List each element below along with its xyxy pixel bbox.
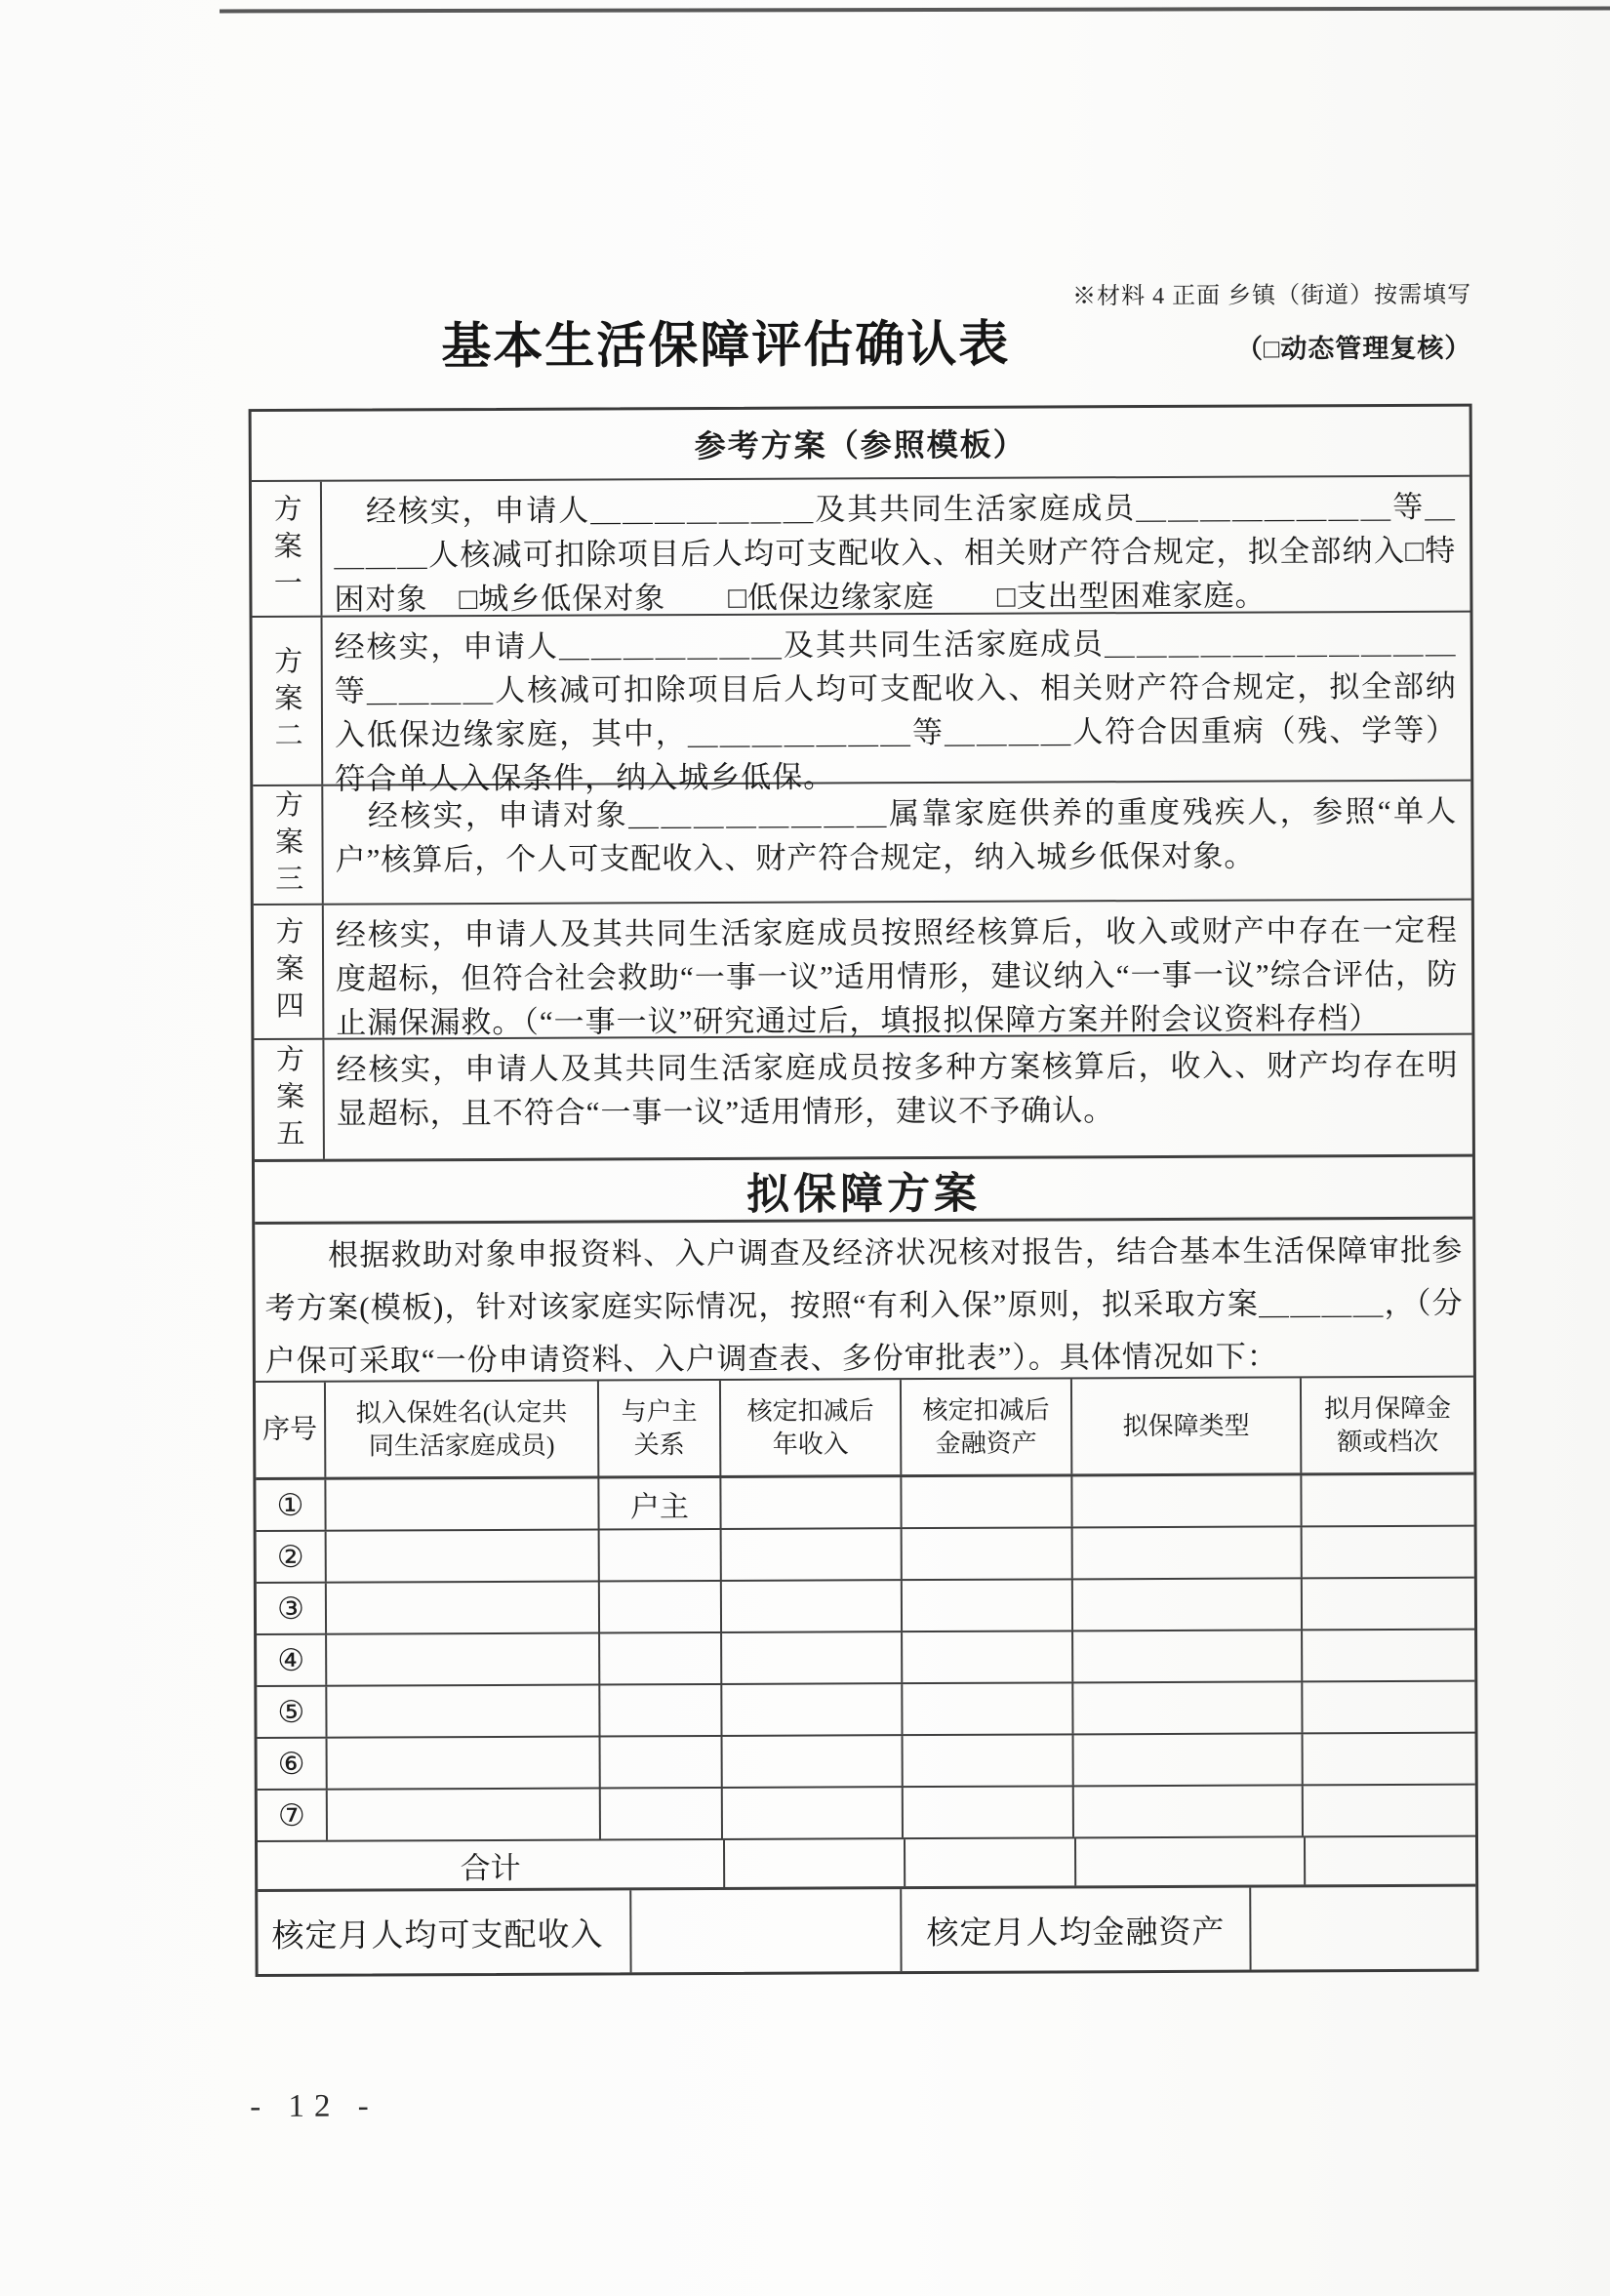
row-2-name [327,1531,600,1582]
plan-2-text: 经核实，申请人＿＿＿＿＿＿＿及其共同生活家庭成员＿＿＿＿＿＿＿＿＿＿＿等＿＿＿＿人核减可扣除项目后人均可支配收入、相关财产符合规定，拟全部纳入低保边缘家庭，其中，＿＿＿＿＿＿＿等＿＿＿＿人符合因重病（残、学等）符合单人入保条件，纳入城乡低保。 [334,624,1458,796]
material-note: ※材料 4 正面 乡镇（街道）按需填写 [1072,282,1472,310]
row-4-type [1073,1631,1303,1681]
row-5-assets [903,1683,1073,1734]
row-6-relation [601,1737,723,1788]
member-row-3 [257,1579,1474,1635]
row-6-type [1074,1734,1304,1785]
row-1-type [1072,1475,1302,1526]
plan-4-label [254,906,325,1038]
row-7-amount [1304,1786,1475,1836]
total-assets [906,1838,1076,1886]
row-1-name [326,1479,599,1530]
total-label: 合计 [258,1840,725,1889]
total-type [1076,1837,1306,1885]
plan-4-label-text: 方案四 [271,915,303,1027]
col-header-name: 拟入保姓名(认定共 同生活家庭成员) [326,1382,599,1477]
per-capita-row [258,1887,1475,1974]
plan-3-label-text: 方案三 [270,788,303,901]
member-row-6 [258,1734,1475,1791]
monthly-income-label: 核定月人均可支配收入 [258,1890,631,1974]
row-1-amount [1302,1475,1473,1526]
row-2-relation [600,1530,722,1581]
row-5-no: ⑤ [257,1687,327,1737]
row-1-no: ① [256,1480,326,1530]
assessment-form-table [249,404,1479,1977]
plan-1-label-text: 方案一 [269,493,302,605]
plan-row-5 [254,1035,1472,1162]
dynamic-review-checkbox-label: （□动态管理复核） [1235,333,1472,364]
plan-1-label [252,482,323,616]
plan-5-label-text: 方案五 [271,1043,304,1155]
row-3-relation [600,1582,722,1632]
row-6-amount [1304,1734,1475,1785]
member-row-5 [257,1682,1474,1739]
col-header-relation: 与户主 关系 [599,1381,721,1476]
row-7-name [328,1790,601,1840]
total-income [725,1839,906,1887]
row-6-income [723,1736,904,1787]
row-2-assets [903,1528,1073,1579]
member-table-header [256,1378,1473,1480]
plan-4-text: 经核实，申请人及其共同生活家庭成员按照经核算后，收入或财产中存在一定程度超标，但符合社会救助“一事一议”适用情形，建议纳入“一事一议”综合评估，防止漏保漏救。（“一事一议”研究通过后，填报拟保障方案并附会议资料存档） [335,912,1459,1040]
row-7-income [723,1788,904,1838]
plan-1-text: 经核实，申请人＿＿＿＿＿＿＿及其共同生活家庭成员＿＿＿＿＿＿＿＿等＿＿＿＿人核减可扣除项目后人均可支配收入、相关财产符合规定，拟全部纳入□特困对象 □城乡低保对象 □低保边缘家庭 □支出型困难家庭。 [333,489,1457,617]
row-4-income [722,1632,903,1683]
row-5-income [722,1684,903,1735]
row-1-assets [902,1476,1072,1527]
row-2-amount [1303,1527,1474,1578]
row-7-relation [601,1789,723,1839]
plan-3-text: 经核实，申请对象＿＿＿＿＿＿＿＿属靠家庭供养的重度残疾人，参照“单人户”核算后，个人可支配收入、财产符合规定，纳入城乡低保对象。 [335,793,1458,877]
member-row-2 [257,1527,1474,1584]
row-1-relation: 户主 [599,1478,721,1529]
row-4-amount [1303,1631,1474,1681]
row-7-assets [904,1787,1074,1837]
total-row [258,1837,1475,1892]
row-3-no: ③ [257,1584,327,1633]
row-6-name [328,1738,601,1789]
row-7-type [1074,1786,1304,1836]
row-3-assets [903,1580,1073,1631]
row-2-type [1073,1527,1303,1578]
reference-plans-header: 参考方案（参照模板） [252,407,1469,482]
member-row-1 [256,1475,1473,1532]
member-row-4 [257,1631,1474,1687]
monthly-income-value [631,1889,902,1972]
col-header-amount: 拟月保障金 额或档次 [1323,1393,1452,1456]
row-5-relation [600,1685,722,1736]
row-2-no: ② [257,1532,327,1582]
row-4-relation [600,1633,722,1684]
col-header-assets: 核定扣减后 金融资产 [902,1379,1072,1474]
row-3-amount [1303,1579,1474,1630]
row-5-type [1073,1682,1303,1733]
page-number: - 12 - [250,2088,379,2125]
row-6-no: ⑥ [258,1739,328,1789]
monthly-assets-label: 核定月人均金融资产 [902,1888,1251,1972]
title-row [248,316,1471,377]
plan-row-3 [253,782,1471,906]
proposed-plan-intro-row [255,1220,1473,1383]
col-header-type: 拟保障类型 [1072,1378,1302,1473]
col-header-no: 序号 [256,1383,326,1477]
member-row-7 [258,1786,1475,1842]
row-4-assets [903,1631,1073,1682]
row-3-type [1073,1579,1303,1630]
proposed-plan-intro: 根据救助对象申报资料、入户调查及经济状况核对报告，结合基本生活保障审批参考方案(模板)，针对该家庭实际情况，按照“有利入保”原则，拟采取方案＿＿＿＿，（分户保可采取“一份申请资料、入户调查表、多份审批表”）。具体情况如下： [264,1232,1464,1378]
plan-2-label-text: 方案二 [270,645,302,757]
row-5-name [327,1686,600,1737]
page-title: 基本生活保障评估确认表 [441,317,1011,376]
row-5-amount [1303,1682,1474,1733]
plan-row-4 [254,901,1472,1040]
row-4-no: ④ [257,1635,327,1685]
row-7-no: ⑦ [258,1791,328,1840]
plan-2-label [253,618,324,785]
row-1-income [721,1477,902,1528]
monthly-assets-value [1251,1887,1475,1970]
plan-row-2 [253,613,1471,796]
plan-5-label [254,1040,325,1159]
row-6-assets [904,1735,1074,1786]
plan-5-text: 经核实，申请人及其共同生活家庭成员按多种方案核算后，收入、财产均存在明显超标，且不符合“一事一议”适用情形，建议不予确认。 [336,1047,1459,1131]
row-2-income [722,1529,903,1580]
row-3-income [722,1581,903,1631]
plan-3-label [253,786,324,904]
row-3-name [327,1583,600,1633]
col-header-income: 核定扣减后 年收入 [721,1380,902,1475]
plan-row-1 [252,477,1470,618]
row-4-name [327,1634,600,1685]
total-amount [1306,1837,1475,1885]
proposed-plan-header: 拟保障方案 [255,1157,1472,1225]
